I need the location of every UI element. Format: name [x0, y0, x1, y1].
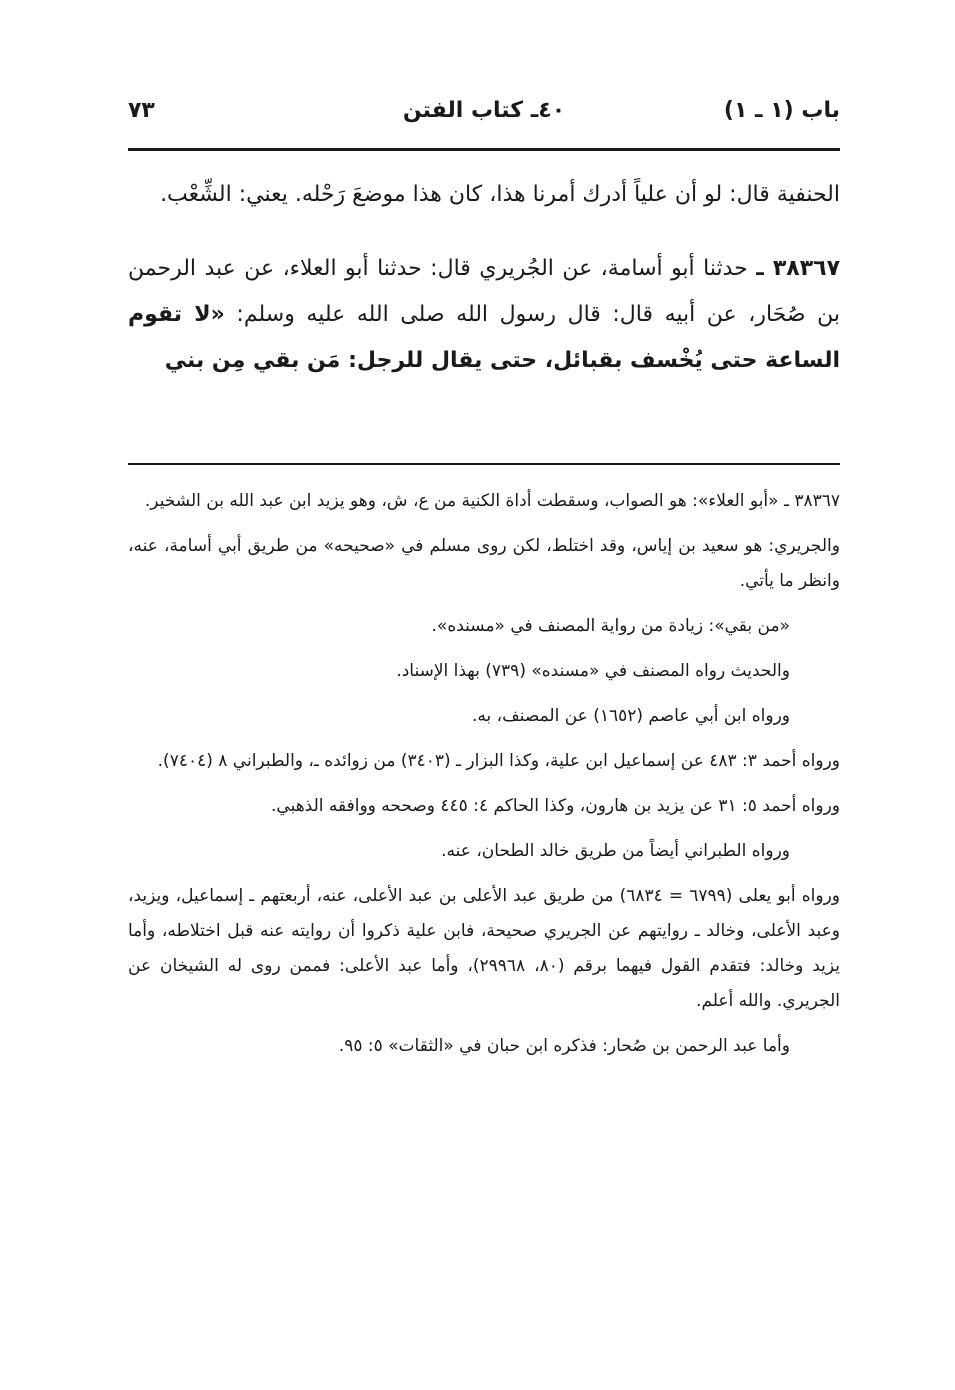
footnote-separator	[128, 463, 840, 465]
footnote: «من بقي»: زيادة من رواية المصنف في «مسنده».	[431, 616, 790, 636]
header-rule	[128, 148, 840, 151]
footnote: ورواه الطبراني أيضاً من طريق خالد الطحان، عنه.	[441, 841, 790, 861]
footnote: ورواه أحمد ٥: ٣١ عن يزيد بن هارون، وكذا الحاكم ٤: ٤٤٥ وصححه ووافقه الذهبي.	[271, 796, 840, 816]
footnote-text: «أبو العلاء»: هو الصواب، وسقطت أداة الكنية من ع، ش، وهو يزيد ابن عبد الله بن الشخير.	[144, 491, 784, 511]
footnote: ورواه أحمد ٣: ٤٨٣ عن إسماعيل ابن علية، وكذا البزار ـ (٣٤٠٣) من زوائده ـ، والطبراني ٨ (٧٤٠٤).	[157, 751, 840, 771]
book-title: ٤٠ـ كتاب الفتن	[402, 98, 566, 123]
footnote: ورواه أبو يعلى (٦٧٩٩ = ٦٨٣٤) من طريق عبد الأعلى بن عبد الأعلى، عنه، أربعتهم ـ إسماعيل، ويزيد، وعبد الأعلى، وخالد ـ روايتهم عن الجريري صحيحة، فابن علية ذكروا أن روايته عنه قبل اختلاطه، وأما يزيد وخالد: فتقدم القول فيهما برقم (٨٠، ٢٩٩٦٨)، وأما عبد الأعلى: فممن روى له الشيخان عن الجريري. والله أعلم.	[128, 886, 841, 1011]
footnote-number: ٣٨٣٦٧ ـ	[783, 491, 840, 511]
main-text	[128, 172, 840, 384]
chapter-title: باب (١ ـ ١)	[723, 98, 840, 123]
hadith-number: ٣٨٣٦٧ ـ	[756, 256, 841, 281]
hadith-paragraph	[128, 246, 840, 384]
footnotes	[128, 484, 840, 1074]
footnote: والجريري: هو سعيد بن إياس، وقد اختلط، لكن روى مسلم في «صحيحه» من طريق أبي أسامة، عنه، وانظر ما يأتي.	[128, 536, 840, 591]
footnote: ورواه ابن أبي عاصم (١٦٥٢) عن المصنف، به.	[471, 706, 790, 726]
hadith-matn: «لا تقوم الساعة حتى يُخْسف بقبائل، حتى يقال للرجل: مَن بقي مِن بني	[128, 302, 840, 373]
footnote	[128, 484, 840, 519]
hadith-text: حدثنا أبو أسامة، عن الجُريري قال: حدثنا أبو العلاء، عن عبد الرحمن بن صُحَار، عن أبيه قال: قال رسول الله صلى الله عليه وسلم:	[128, 256, 841, 327]
footnote: والحديث رواه المصنف في «مسنده» (٧٣٩) بهذا الإسناد.	[396, 661, 790, 681]
page-header	[128, 92, 840, 136]
footnote: وأما عبد الرحمن بن صُحار: فذكره ابن حبان في «الثقات» ٥: ٩٥.	[338, 1036, 790, 1056]
page-number: ٧٣	[128, 98, 155, 123]
paragraph-continuation: الحنفية قال: لو أن علياً أدرك أمرنا هذا، كان هذا موضعَ رَحْله. يعني: الشِّعْب.	[160, 182, 840, 207]
